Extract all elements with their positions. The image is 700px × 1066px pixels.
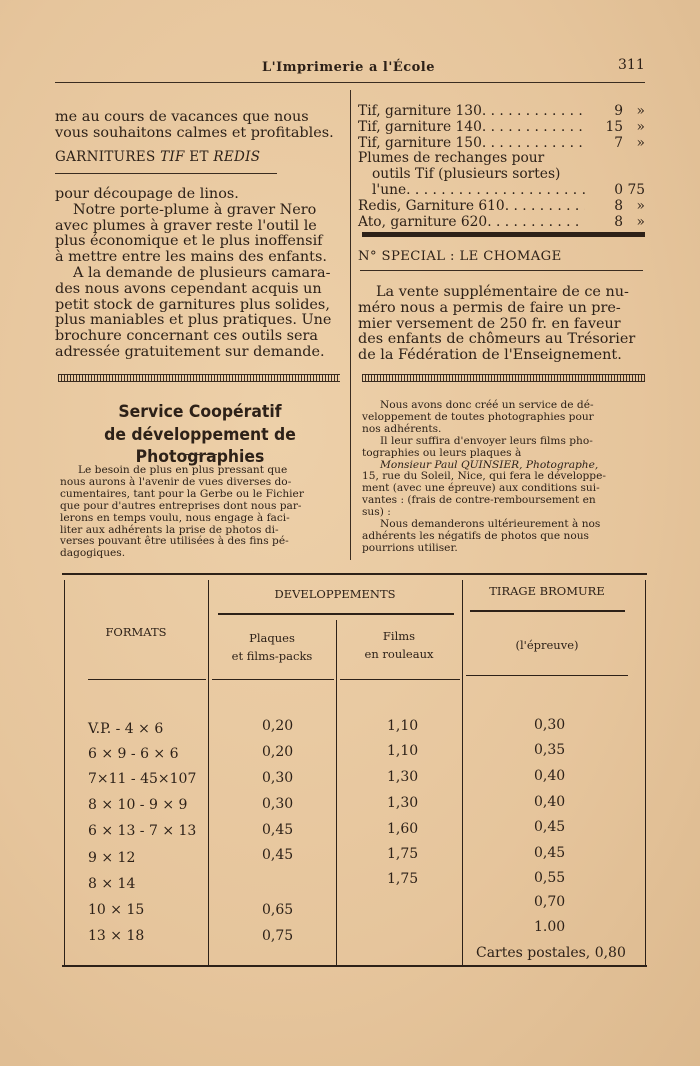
price-name: outils Tif (plusieurs sortes) bbox=[372, 166, 561, 183]
cell-format: 13 × 18 bbox=[88, 928, 145, 944]
text-line: Nous avons donc créé un service de dé- bbox=[380, 399, 594, 411]
cell-tirage: 0,40 bbox=[534, 768, 566, 784]
price-name: Ato, garniture 620 bbox=[358, 213, 488, 230]
column-rule bbox=[336, 620, 337, 965]
cell-tirage: 0,70 bbox=[534, 894, 566, 910]
text-line: pour découpage de linos. bbox=[55, 186, 239, 202]
leader-dots bbox=[406, 183, 585, 199]
leader-dots bbox=[482, 120, 585, 136]
text-line: Monsieur Paul QUINSIER, Photographe, bbox=[380, 458, 599, 471]
text-line: verses pouvant être utilisées à des fins pé- bbox=[60, 535, 289, 548]
service-title: Service Coopératif bbox=[118, 402, 282, 422]
text-line: pourrions utiliser. bbox=[362, 541, 458, 554]
price-row bbox=[358, 199, 645, 215]
heading-rule bbox=[360, 270, 643, 271]
leader-dots bbox=[505, 199, 585, 215]
text-line: à mettre entre les mains des enfants. bbox=[55, 249, 327, 266]
price-value: 8 bbox=[614, 213, 623, 230]
heading-part: ET bbox=[184, 149, 214, 165]
running-header: L'Imprimerie a l'École bbox=[262, 60, 436, 75]
cell-plaques: 0,20 bbox=[262, 718, 294, 734]
price-row bbox=[358, 183, 645, 199]
price-value: 8 bbox=[614, 197, 623, 214]
cell-tirage: 0,45 bbox=[534, 845, 566, 861]
service-text-left bbox=[60, 465, 341, 560]
page-number: 311 bbox=[618, 57, 645, 73]
header-developpements: DEVELOPPEMENTS bbox=[274, 587, 396, 601]
text-line: Le besoin de plus en plus pressant que bbox=[78, 464, 288, 476]
header-bottom-rule bbox=[340, 679, 460, 680]
price-name: Tif, garniture 140 bbox=[358, 118, 482, 135]
cell-tirage: 0,35 bbox=[534, 742, 566, 758]
text-line: que pour d'autres entreprises dont nous par- bbox=[60, 499, 302, 512]
text-line: petit stock de garnitures plus solides, bbox=[55, 296, 330, 313]
text-line: vantes : (frais de contre-remboursement en bbox=[362, 494, 596, 507]
cell-films: 1,75 bbox=[387, 871, 419, 887]
text-line: nos adhérents. bbox=[362, 422, 442, 435]
price-row bbox=[358, 151, 645, 167]
heading-part: REDIS bbox=[213, 149, 261, 165]
table-bottom-rule bbox=[62, 965, 647, 967]
text-line: Notre porte-plume à graver Nero bbox=[73, 201, 317, 218]
cell-films: 1,30 bbox=[387, 769, 419, 785]
text-line: vous souhaitons calmes et profitables. bbox=[55, 124, 334, 141]
cell-format: V.P. - 4 × 6 bbox=[88, 721, 164, 737]
heading-part: TIF bbox=[160, 149, 185, 165]
price-row bbox=[358, 136, 645, 152]
price-unit: » bbox=[636, 213, 645, 230]
price-name: Plumes de rechanges pour bbox=[358, 150, 545, 167]
header-films-packs: et films-packs bbox=[231, 649, 313, 663]
text-line: plus économique et le plus inoffensif bbox=[55, 233, 323, 250]
cell-films: 1,30 bbox=[387, 795, 419, 811]
header-bottom-rule bbox=[212, 679, 334, 680]
text-line: A la demande de plusieurs camara- bbox=[73, 264, 331, 281]
price-value: 9 bbox=[614, 103, 623, 119]
header-formats: FORMATS bbox=[105, 625, 167, 639]
header-rouleaux: en rouleaux bbox=[364, 647, 434, 661]
text-line: lerons en temps voulu, nous engage à faci- bbox=[60, 511, 290, 524]
price-row bbox=[358, 104, 645, 120]
cell-tirage: 0,55 bbox=[534, 870, 566, 886]
header-epreuve: (l'épreuve) bbox=[515, 638, 579, 652]
cell-format: 6 × 9 - 6 × 6 bbox=[88, 746, 179, 762]
text-line: 15, rue du Soleil, Nice, qui fera le développe- bbox=[362, 470, 606, 483]
text-line: avec plumes à graver reste l'outil le bbox=[55, 217, 317, 234]
cell-films: 1,10 bbox=[387, 743, 419, 759]
table-top-rule bbox=[62, 573, 647, 575]
header-bottom-rule bbox=[466, 675, 628, 676]
text-line: veloppement de toutes photographies pour bbox=[362, 410, 594, 423]
text-line: cumentaires, tant pour la Gerbe ou le Fichier bbox=[60, 487, 304, 500]
price-name: Tif, garniture 130 bbox=[358, 103, 482, 119]
cell-format: 8 × 10 - 9 × 9 bbox=[88, 797, 188, 813]
leader-dots bbox=[482, 136, 585, 152]
cell-format: 9 × 12 bbox=[88, 850, 136, 866]
price-unit: » bbox=[636, 118, 645, 135]
price-row bbox=[358, 215, 645, 231]
price-unit: » bbox=[636, 103, 645, 119]
price-value: 0 bbox=[614, 181, 623, 198]
price-name: Tif, garniture 150 bbox=[358, 134, 482, 151]
text-line: La vente supplémentaire de ce nu- bbox=[376, 284, 629, 300]
section-heading-garnitures bbox=[55, 149, 260, 165]
text-line: adressée gratuitement sur demande. bbox=[55, 343, 325, 360]
cell-format: 6 × 13 - 7 × 13 bbox=[88, 823, 197, 839]
special-text bbox=[358, 285, 645, 364]
text-line: me au cours de vacances que nous bbox=[55, 109, 309, 125]
cell-plaques: 0,30 bbox=[262, 796, 294, 812]
heavy-rule bbox=[362, 232, 645, 237]
table-footer-note: Cartes postales, 0,80 bbox=[476, 945, 626, 961]
cell-plaques: 0,45 bbox=[262, 847, 294, 863]
price-list bbox=[358, 104, 645, 230]
cell-plaques: 0,45 bbox=[262, 822, 294, 838]
price-row bbox=[358, 120, 645, 136]
ornamental-rule bbox=[362, 374, 645, 382]
text-line: Il leur suffira d'envoyer leurs films pho- bbox=[380, 434, 593, 447]
leader-dots bbox=[487, 215, 585, 231]
cell-plaques: 0,65 bbox=[262, 902, 294, 918]
cell-films: 1,10 bbox=[387, 718, 419, 734]
cell-plaques: 0,30 bbox=[262, 770, 294, 786]
ornamental-rule bbox=[58, 374, 340, 382]
text-line: dagogiques. bbox=[60, 547, 126, 560]
text-line: adhérents les négatifs de photos que nous bbox=[362, 529, 589, 542]
column-divider bbox=[350, 90, 351, 560]
text-line: mier versement de 250 fr. en faveur bbox=[358, 315, 621, 332]
cell-tirage: 0,40 bbox=[534, 794, 566, 810]
header-rule bbox=[470, 610, 625, 612]
header-films: Films bbox=[382, 629, 416, 643]
header-bottom-rule bbox=[88, 679, 206, 680]
text-line: brochure concernant ces outils sera bbox=[55, 328, 319, 345]
cell-plaques: 0,20 bbox=[262, 744, 294, 760]
text-line: ment (avec une épreuve) aux conditions sui- bbox=[362, 482, 600, 495]
text-line: Nous demanderons ultérieurement à nos bbox=[380, 518, 601, 531]
title-rule bbox=[183, 454, 217, 455]
cell-tirage: 0,30 bbox=[534, 717, 566, 733]
cell-tirage: 1.00 bbox=[534, 919, 566, 935]
heading-part: GARNITURES bbox=[55, 149, 161, 165]
cell-plaques: 0,75 bbox=[262, 928, 294, 944]
cell-format: 8 × 14 bbox=[88, 876, 136, 892]
text-line: de la Fédération de l'Enseignement. bbox=[358, 347, 622, 364]
header-rule bbox=[218, 613, 454, 615]
cell-format: 7×11 - 45×107 bbox=[88, 771, 197, 787]
garnitures-text bbox=[55, 187, 340, 361]
header-plaques: Plaques bbox=[249, 631, 295, 645]
cell-tirage: 0,45 bbox=[534, 819, 566, 835]
price-value: 15 bbox=[605, 118, 623, 135]
text-line: sus) : bbox=[362, 506, 391, 519]
header-rule bbox=[55, 82, 645, 83]
intro-text bbox=[55, 110, 340, 142]
price-name: l'une bbox=[372, 181, 407, 198]
text-line: liter aux adhérents la prise de photos di- bbox=[60, 523, 279, 536]
text-line: plus maniables et plus pratiques. Une bbox=[55, 312, 332, 329]
heading-rule bbox=[55, 173, 277, 174]
price-unit: 75 bbox=[627, 181, 645, 198]
price-name: Redis, Garniture 610 bbox=[358, 197, 505, 214]
text-line: tographies ou leurs plaques à bbox=[362, 446, 522, 459]
service-text-right bbox=[362, 400, 645, 555]
text-line: nous aurons à l'avenir de vues diverses do- bbox=[60, 475, 292, 488]
cell-films: 1,60 bbox=[387, 821, 419, 837]
price-row bbox=[358, 167, 645, 183]
cell-format: 10 × 15 bbox=[88, 902, 145, 918]
price-unit: » bbox=[636, 197, 645, 214]
service-title: de développement de Photographies bbox=[104, 425, 296, 467]
price-unit: » bbox=[636, 134, 645, 151]
text-line: des nous avons cependant acquis un bbox=[55, 280, 322, 297]
text-line: méro nous a permis de faire un pre- bbox=[358, 299, 621, 316]
leader-dots bbox=[482, 104, 585, 120]
special-heading: N° SPECIAL : LE CHOMAGE bbox=[358, 249, 562, 264]
cell-films: 1,75 bbox=[387, 846, 419, 862]
header-tirage: TIRAGE BROMURE bbox=[489, 584, 605, 598]
table-border-right bbox=[645, 580, 646, 965]
price-value: 7 bbox=[614, 134, 623, 151]
text-line: des enfants de chômeurs au Trésorier bbox=[358, 331, 636, 348]
